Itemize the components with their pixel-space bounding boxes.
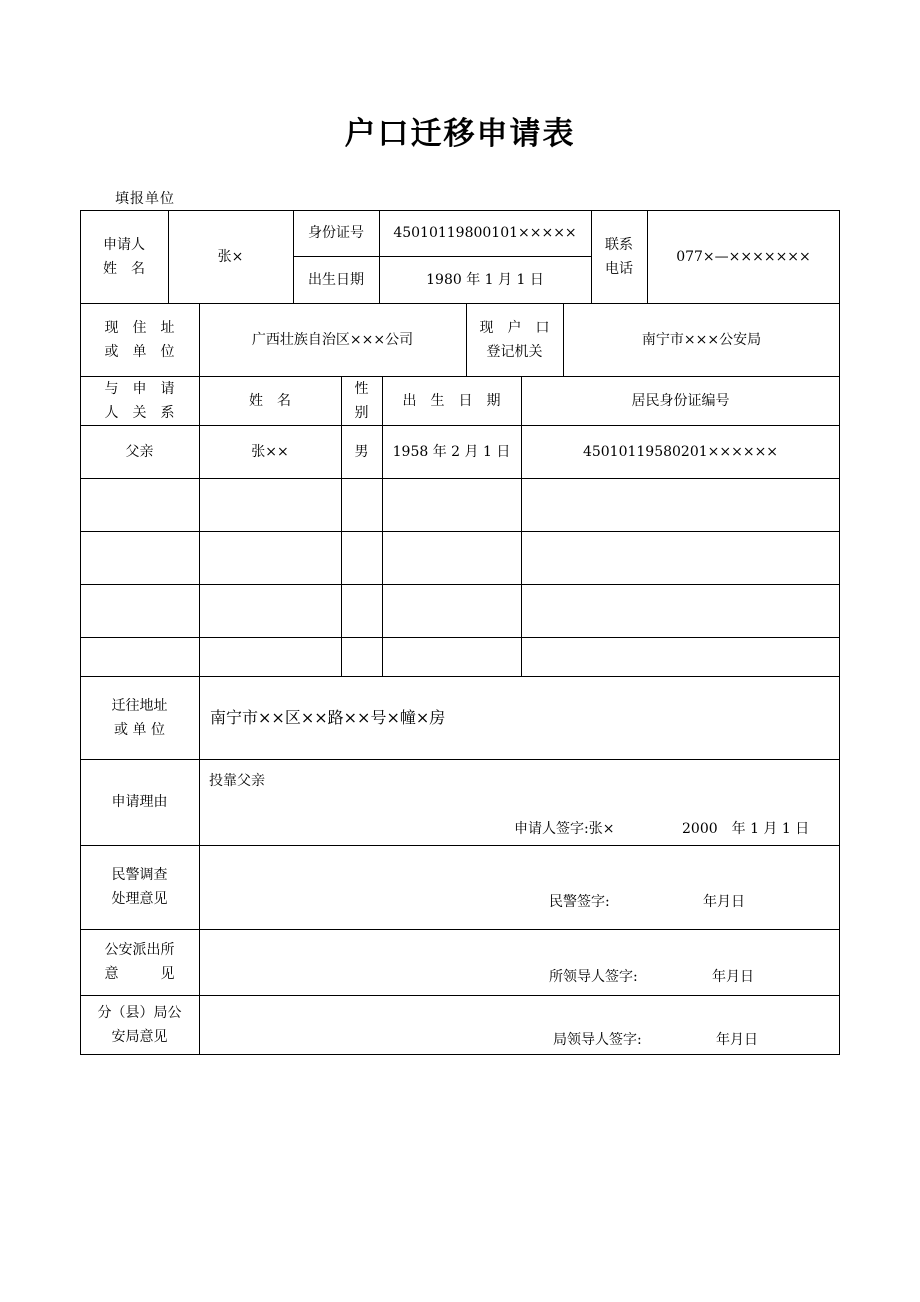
station-opinion-label: 公安派出所 意 见: [104, 942, 175, 982]
phone-label: 联系 电话: [605, 236, 633, 277]
bureau-signature[interactable]: 局领导人签字:: [553, 1032, 642, 1048]
birth-date-value[interactable]: 1980 年 1 月 1 日: [426, 271, 544, 288]
station-signature[interactable]: 所领导人签字:: [549, 969, 638, 985]
relative-gender[interactable]: 男: [354, 443, 369, 460]
station-date[interactable]: 年月日: [712, 969, 754, 985]
police-opinion-label: 民警调查 处理意见: [111, 867, 168, 907]
relative-id-header: 居民身份证编号: [631, 392, 730, 409]
registry-label: 现 户 口 登记机关: [479, 319, 550, 360]
reason-value[interactable]: 投靠父亲: [209, 773, 265, 789]
current-address-label: 现 住 址 或 单 位: [104, 319, 175, 360]
bureau-opinion-label: 分（县）局公 安局意见: [97, 1005, 182, 1045]
relative-name[interactable]: 张××: [251, 443, 289, 460]
current-address-value[interactable]: 广西壮族自治区×××公司: [251, 331, 414, 348]
bureau-date[interactable]: 年月日: [716, 1032, 758, 1048]
relation-header: 与 申 请 人 关 系: [104, 380, 175, 421]
registry-value[interactable]: 南宁市×××公安局: [641, 331, 762, 348]
relative-name-header: 姓 名: [249, 392, 291, 409]
birth-date-label: 出生日期: [308, 271, 364, 288]
reason-label: 申请理由: [111, 794, 168, 810]
phone-value[interactable]: 077×—×××××××: [676, 248, 811, 265]
relative-birth[interactable]: 1958 年 2 月 1 日: [392, 443, 511, 460]
police-date[interactable]: 年月日: [703, 894, 745, 910]
applicant-name-label: 申请人 姓 名: [103, 236, 145, 277]
reason-signature[interactable]: 申请人签字:张×: [514, 821, 615, 837]
applicant-name-value[interactable]: 张×: [217, 248, 244, 265]
reason-date[interactable]: 2000 年 1 月 1 日: [682, 821, 810, 837]
relative-relation[interactable]: 父亲: [125, 443, 154, 460]
police-signature[interactable]: 民警签字:: [549, 894, 610, 910]
destination-label: 迁往地址 或 单 位: [111, 697, 168, 738]
page-title: 户口迁移申请表: [344, 116, 576, 152]
id-number-value[interactable]: 45010119800101×××××: [393, 225, 577, 241]
id-number-label: 身份证号: [308, 225, 364, 241]
empty-row-cell[interactable]: [199, 478, 840, 676]
gender-header: 性 别: [354, 380, 369, 421]
filler-unit-label: 填报单位: [115, 191, 175, 207]
relative-id[interactable]: 45010119580201××××××: [582, 443, 779, 460]
destination-value[interactable]: 南宁市××区××路××号×幢×房: [210, 707, 446, 727]
relative-birth-header: 出 生 日 期: [402, 392, 501, 409]
